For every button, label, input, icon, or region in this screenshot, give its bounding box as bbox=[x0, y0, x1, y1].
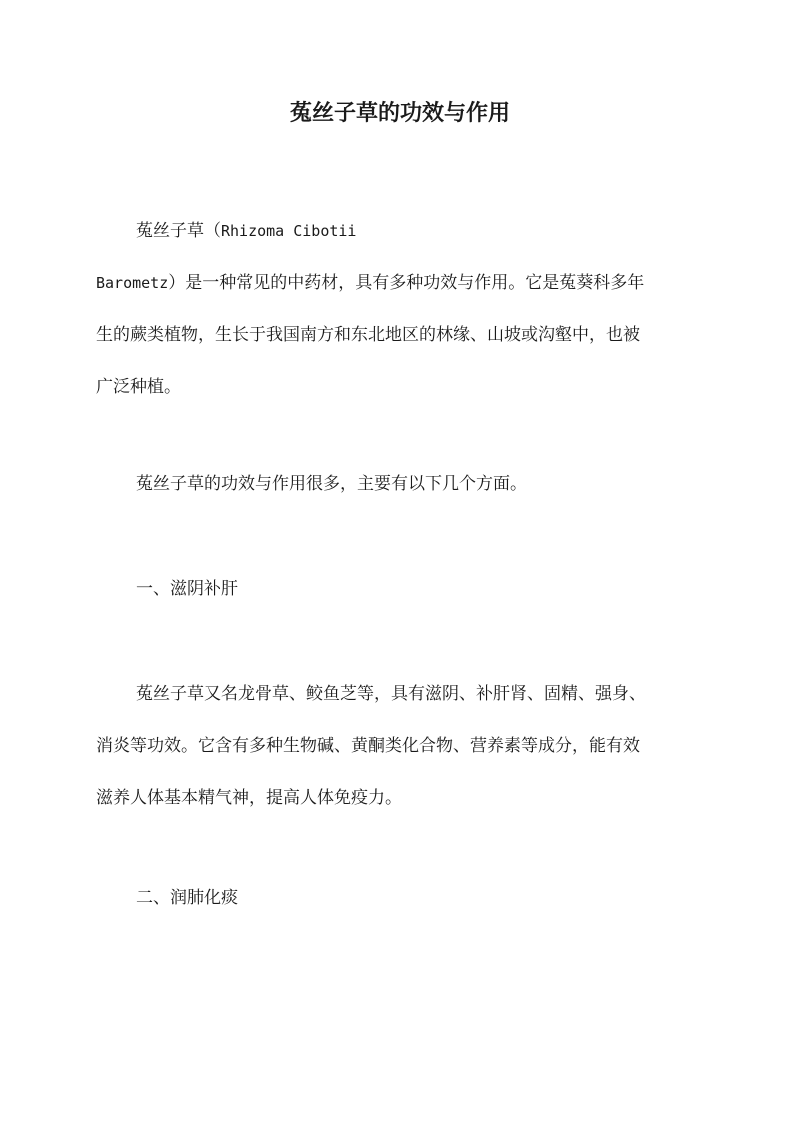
section-heading-text: 一、滋阴补肝 bbox=[136, 579, 238, 599]
paragraph-line: 消炎等功效。它含有多种生物碱、黄酮类化合物、营养素等成分，能有效 bbox=[96, 736, 640, 756]
paragraph-overview bbox=[96, 458, 706, 510]
text-segment: 菟丝子草（ bbox=[136, 221, 221, 241]
section-heading-2 bbox=[96, 872, 706, 924]
paragraph-line: 生的蕨类植物，生长于我国南方和东北地区的林缘、山坡或沟壑中，也被 bbox=[96, 325, 640, 345]
paragraph-line bbox=[96, 257, 706, 309]
paragraph-section-1 bbox=[96, 668, 706, 824]
paragraph-line: 广泛种植。 bbox=[96, 377, 181, 397]
latin-name-segment: Barometz bbox=[96, 274, 169, 292]
section-heading-1 bbox=[96, 563, 706, 615]
latin-name-segment: Rhizoma Cibotii bbox=[221, 222, 357, 240]
paragraph-line: 菟丝子草的功效与作用很多，主要有以下几个方面。 bbox=[136, 474, 527, 494]
paragraph-intro bbox=[96, 205, 706, 413]
text-segment: ）是一种常见的中药材，具有多种功效与作用。它是菟葵科多年 bbox=[168, 273, 645, 293]
section-heading-text: 二、润肺化痰 bbox=[136, 888, 238, 908]
paragraph-line: 滋养人体基本精气神，提高人体免疫力。 bbox=[96, 788, 402, 808]
document-title: 菟丝子草的功效与作用 bbox=[289, 100, 510, 126]
paragraph-line: 菟丝子草又名龙骨草、鲛鱼芝等，具有滋阴、补肝肾、固精、强身、 bbox=[136, 684, 646, 704]
paragraph-line bbox=[96, 205, 706, 257]
